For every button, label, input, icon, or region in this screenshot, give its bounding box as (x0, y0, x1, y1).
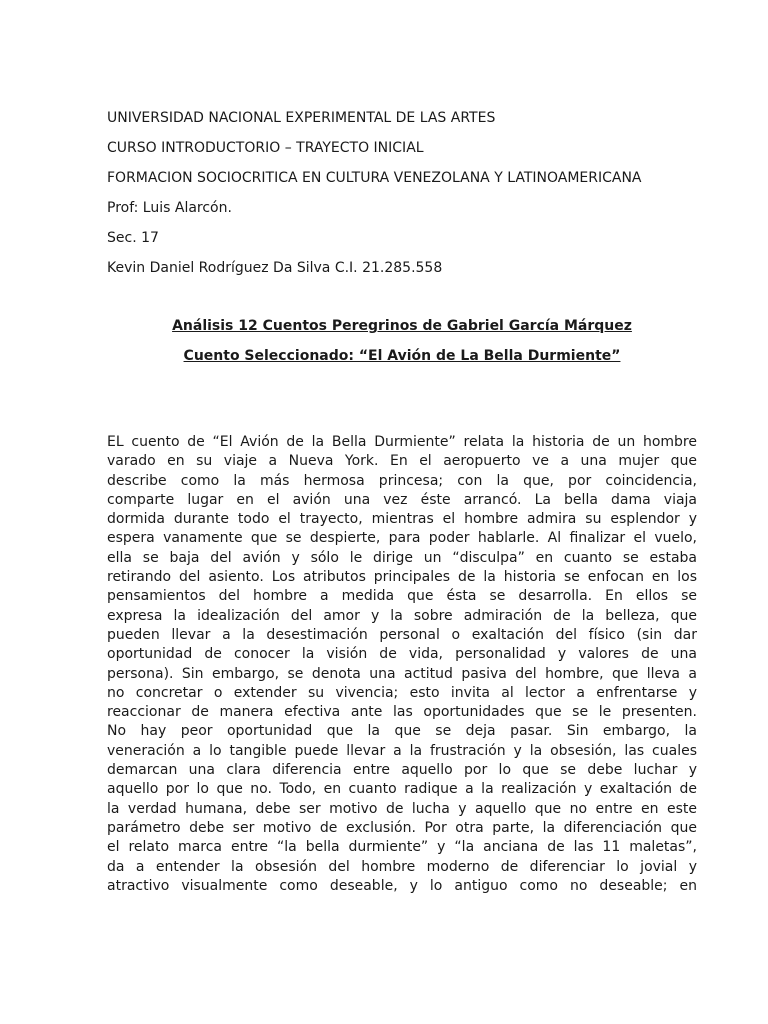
body-line: EL cuento de “El Avión de la Bella Durmiente” relata la historia de un hombre (107, 434, 697, 450)
body-line: pueden llevar a la desestimación personal o exaltación del físico (sin dar (107, 626, 697, 643)
body-line: describe como la más hermosa princesa; con la que, por coincidencia, (107, 472, 697, 489)
document-body (107, 433, 697, 896)
body-line: veneración a lo tangible puede llevar a la frustración y la obsesión, las cuales (107, 742, 697, 759)
body-line: persona). Sin embargo, se denota una actitud pasiva del hombre, que lleva a (107, 665, 697, 682)
body-line: parámetro debe ser motivo de exclusión. Por otra parte, la diferenciación que (107, 819, 697, 836)
header-author: Kevin Daniel Rodríguez Da Silva C.I. 21.285.558 (107, 260, 443, 276)
body-line: la verdad humana, debe ser motivo de lucha y aquello que no entre en este (107, 800, 697, 817)
body-line: espera vanamente que se despierte, para poder hablarle. Al finalizar el vuelo, (107, 530, 697, 547)
body-line: oportunidad de conocer la visión de vida, personalidad y valores de una (107, 646, 697, 663)
body-line: demarcan una clara diferencia entre aquello por lo que se debe luchar y (107, 762, 697, 779)
body-line: da a entender la obsesión del hombre moderno de diferenciar lo jovial y (107, 858, 697, 875)
body-line: pensamientos del hombre a medida que ésta se desarrolla. En ellos se (107, 588, 697, 605)
header-professor: Prof: Luis Alarcón. (107, 200, 232, 216)
document-title: Análisis 12 Cuentos Peregrinos de Gabriel García Márquez (172, 318, 632, 334)
document-header (107, 108, 707, 288)
body-line: varado en su viaje a Nueva York. En el aeropuerto ve a una mujer que (107, 453, 697, 470)
body-line: No hay peor oportunidad que la que se deja pasar. Sin embargo, la (107, 723, 697, 740)
body-line: atractivo visualmente como deseable, y lo antiguo como no deseable; en (107, 877, 697, 894)
body-line: dormida durante todo el trayecto, mientras el hombre admira su esplendor y (107, 511, 697, 528)
header-university: UNIVERSIDAD NACIONAL EXPERIMENTAL DE LAS ARTES (107, 110, 496, 126)
body-line: aquello por lo que no. Todo, en cuanto radique a la realización y exaltación de (107, 781, 697, 798)
body-line: retirando del asiento. Los atributos principales de la historia se enfocan en los (107, 569, 697, 586)
body-line: comparte lugar en el avión una vez éste arrancó. La bella dama viaja (107, 491, 697, 508)
document-titles (107, 316, 697, 376)
body-line: reaccionar de manera efectiva ante las oportunidades que se le presenten. (107, 704, 697, 721)
header-course: CURSO INTRODUCTORIO – TRAYECTO INICIAL (107, 140, 424, 156)
document-subtitle: Cuento Seleccionado: “El Avión de La Bella Durmiente” (183, 348, 621, 364)
body-line: ella se baja del avión y sólo le dirige un “disculpa” en cuanto se estaba (107, 549, 697, 566)
body-line: el relato marca entre “la bella durmiente” y “la anciana de las 11 maletas”, (107, 839, 697, 856)
header-section: Sec. 17 (107, 230, 159, 246)
header-subject: FORMACION SOCIOCRITICA EN CULTURA VENEZOLANA Y LATINOAMERICANA (107, 170, 642, 186)
body-line: expresa la idealización del amor y la sobre admiración de la belleza, que (107, 607, 697, 624)
body-line: no concretar o extender su vivencia; esto invita al lector a enfrentarse y (107, 684, 697, 701)
